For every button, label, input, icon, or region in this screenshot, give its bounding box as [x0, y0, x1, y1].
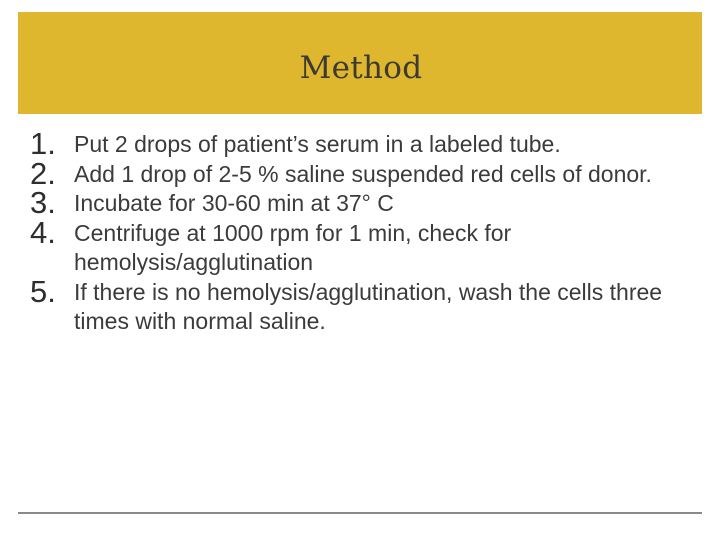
step-number: 4. — [30, 214, 56, 250]
method-step — [30, 185, 705, 220]
method-step — [30, 214, 705, 278]
step-text: Centrifuge at 1000 rpm for 1 min, check for hemolysis/agglutination — [74, 219, 512, 275]
step-number: 5. — [30, 273, 56, 309]
step-number: 1. — [30, 126, 56, 161]
step-number: 2. — [30, 155, 56, 191]
slide-title: Method — [299, 50, 423, 86]
step-text: Put 2 drops of patient’s serum in a labeled tube. — [74, 131, 561, 157]
step-text: Incubate for 30-60 min at 37° C — [74, 190, 394, 216]
method-step — [30, 126, 705, 161]
method-steps-list — [30, 126, 705, 337]
step-text: Add 1 drop of 2-5 % saline suspended red cells of donor. — [74, 160, 652, 187]
method-step — [30, 155, 705, 191]
step-text: If there is no hemolysis/agglutination, wash the cells three times with normal saline. — [74, 278, 663, 334]
step-number: 3. — [30, 185, 56, 220]
method-step — [30, 273, 705, 337]
bottom-divider — [18, 512, 702, 514]
